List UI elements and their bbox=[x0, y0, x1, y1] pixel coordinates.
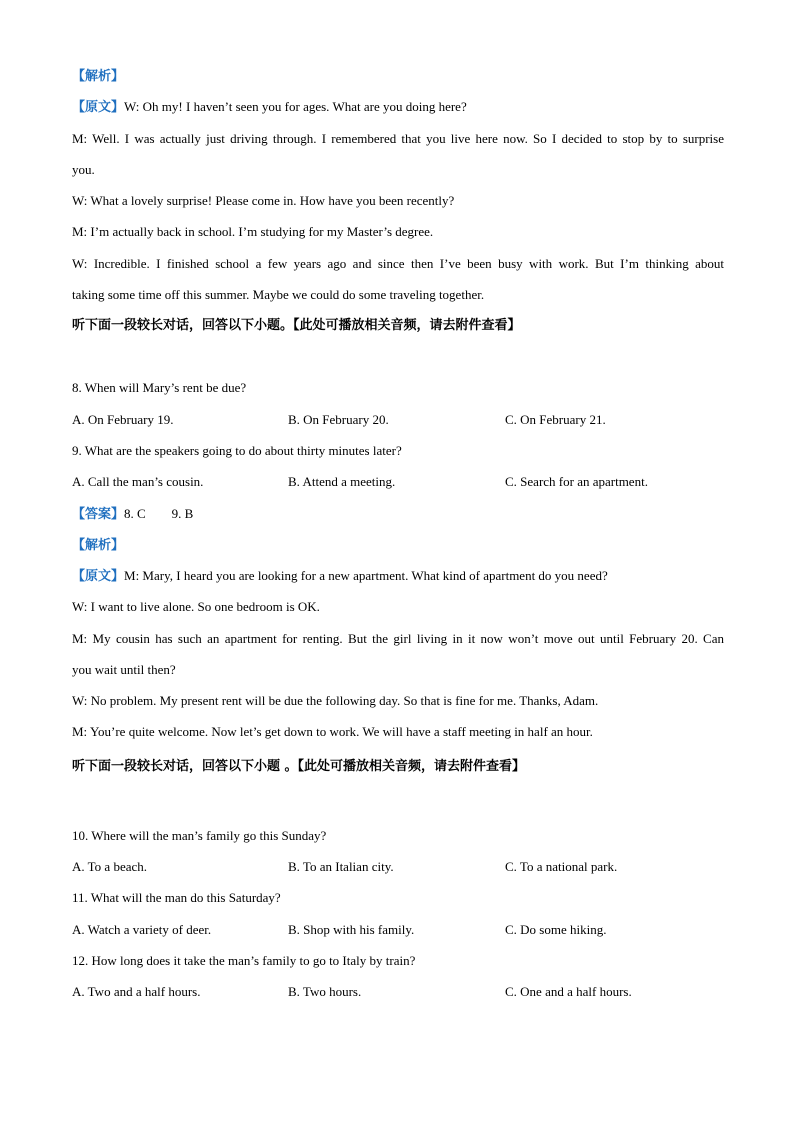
question-8-option-c: C. On February 21. bbox=[505, 412, 606, 427]
analysis-heading-1: 【解析】 bbox=[72, 69, 125, 84]
transcript-2-line-2: W: I want to live alone. So one bedroom is OK. bbox=[72, 599, 320, 614]
transcript-1-line-2: M: Well. I was actually just driving through. I remembered that you live here now. So I decided to stop by to surprise bbox=[72, 131, 724, 146]
question-11-option-a: A. Watch a variety of deer. bbox=[72, 922, 212, 937]
question-9-option-b: B. Attend a meeting. bbox=[288, 474, 396, 489]
question-11: 11. What will the man do this Saturday? bbox=[72, 890, 281, 905]
question-10-option-a: A. To a beach. bbox=[72, 859, 148, 874]
question-10: 10. Where will the man’s family go this Sunday? bbox=[72, 828, 327, 843]
question-10-option-c: C. To a national park. bbox=[505, 859, 618, 874]
transcript-1-line-6: W: Incredible. I finished school a few years ago and since then I’ve been busy with work. But I’m thinking about bbox=[72, 256, 724, 271]
question-12-options bbox=[72, 984, 724, 1000]
answer-line: 【答案】8. C 9. B bbox=[72, 506, 194, 522]
transcript-1-line-7: taking some time off this summer. Maybe we could do some traveling together. bbox=[72, 287, 485, 302]
listening-instruction-1: 听下面一段较长对话，回答以下小题。【此处可播放相关音频，请去附件查看】 bbox=[72, 318, 521, 333]
transcript-1-line-4: W: What a lovely surprise! Please come in. How have you been recently? bbox=[72, 193, 455, 208]
question-12-option-c: C. One and a half hours. bbox=[505, 984, 632, 999]
question-12: 12. How long does it take the man’s family to go to Italy by train? bbox=[72, 953, 416, 968]
transcript-2-line-5: W: No problem. My present rent will be due the following day. So that is fine for me. Thanks, Adam. bbox=[72, 693, 599, 708]
transcript-2-line-3: M: My cousin has such an apartment for renting. But the girl living in it now won’t move out until February 20. Can bbox=[72, 631, 724, 646]
question-9-option-c: C. Search for an apartment. bbox=[505, 474, 648, 489]
question-11-option-c: C. Do some hiking. bbox=[505, 922, 607, 937]
question-8-option-a: A. On February 19. bbox=[72, 412, 174, 427]
question-11-options bbox=[72, 922, 724, 938]
question-9-option-a: A. Call the man’s cousin. bbox=[72, 474, 204, 489]
analysis-heading-2: 【解析】 bbox=[72, 538, 125, 553]
transcript-1-line-1: 【原文】W: Oh my! I haven’t seen you for ages. What are you doing here? bbox=[72, 99, 467, 115]
transcript-1-line-3: you. bbox=[72, 162, 95, 177]
transcript-2-line-6: M: You’re quite welcome. Now let’s get down to work. We will have a staff meeting in half an hour. bbox=[72, 724, 593, 739]
question-11-option-b: B. Shop with his family. bbox=[288, 922, 415, 937]
listening-instruction-2: 听下面一段较长对话，回答以下小题 。【此处可播放相关音频，请去附件查看】 bbox=[72, 759, 526, 774]
transcript-1-line-5: M: I’m actually back in school. I’m studying for my Master’s degree. bbox=[72, 224, 434, 239]
question-8: 8. When will Mary’s rent be due? bbox=[72, 380, 247, 395]
question-8-option-b: B. On February 20. bbox=[288, 412, 389, 427]
question-12-option-b: B. Two hours. bbox=[288, 984, 362, 999]
question-10-option-b: B. To an Italian city. bbox=[288, 859, 394, 874]
question-12-option-a: A. Two and a half hours. bbox=[72, 984, 201, 999]
question-9-options bbox=[72, 474, 724, 490]
question-10-options bbox=[72, 859, 724, 875]
question-8-options bbox=[72, 412, 724, 428]
question-9: 9. What are the speakers going to do about thirty minutes later? bbox=[72, 443, 402, 458]
transcript-2-line-1: 【原文】M: Mary, I heard you are looking for a new apartment. What kind of apartment do you need? bbox=[72, 568, 608, 584]
transcript-2-line-4: you wait until then? bbox=[72, 662, 176, 677]
